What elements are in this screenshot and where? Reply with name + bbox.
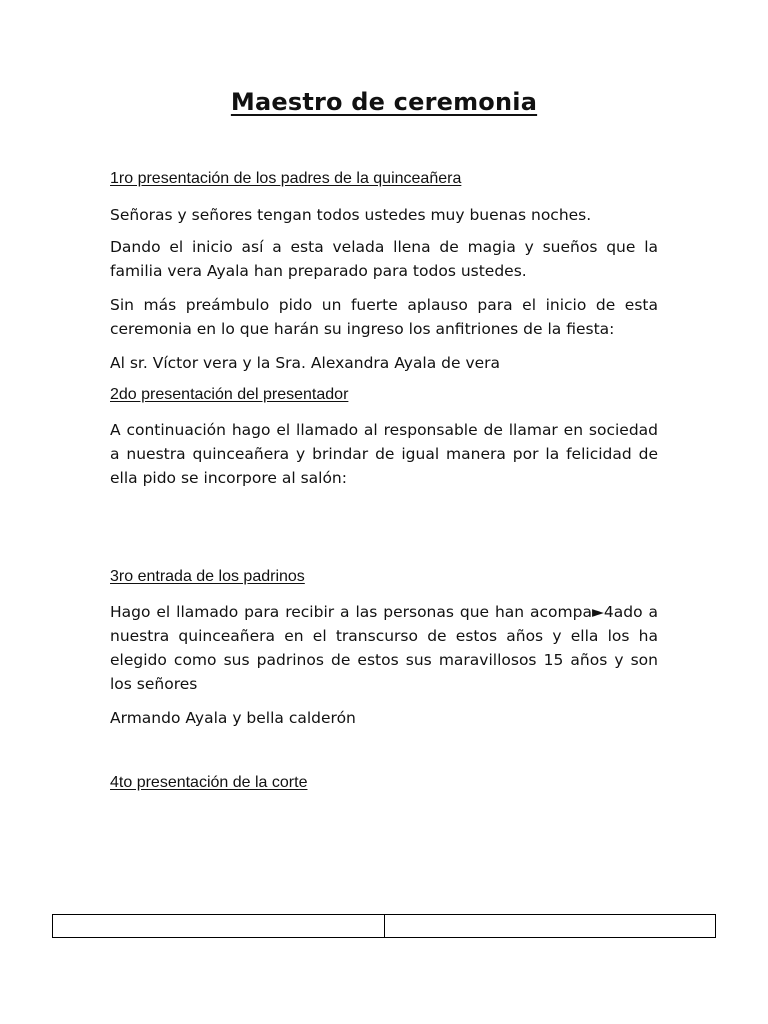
- paragraph-welcome: Dando el inicio así a esta velada llena de magia y sueños que la familia vera Ayala han preparado para todos ustedes.: [110, 238, 658, 280]
- paragraph-applause: Sin más preámbulo pido un fuerte aplauso para el inicio de esta ceremonia en lo que harán su ingreso los anfitriones de la fiesta:: [110, 296, 658, 338]
- footer-table: [52, 914, 716, 938]
- section-heading-3: 3ro entrada de los padrinos: [110, 568, 305, 585]
- section-heading-1: 1ro presentación de los padres de la quinceañera: [110, 170, 462, 187]
- footer-table-cell: [385, 915, 716, 937]
- paragraph-hosts-names: Al sr. Víctor vera y la Sra. Alexandra Ayala de vera: [110, 354, 501, 372]
- document-title: Maestro de ceremonia: [230, 88, 538, 116]
- section-heading-2: 2do presentación del presentador: [110, 386, 349, 403]
- footer-table-cell: [53, 915, 385, 937]
- paragraph-greeting: Señoras y señores tengan todos ustedes muy buenas noches.: [110, 206, 592, 224]
- section-heading-4: 4to presentación de la corte: [110, 774, 308, 791]
- paragraph-presenter: A continuación hago el llamado al responsable de llamar en sociedad a nuestra quinceañera y brindar de igual manera por la felicidad de ella pido se incorpore al salón:: [110, 421, 658, 487]
- paragraph-godparents: Hago el llamado para recibir a las personas que han acompa►4ado a nuestra quinceañera en el transcurso de estos años y ella los ha elegido como sus padrinos de estos sus maravillosos 15 años y son los señores: [110, 603, 658, 693]
- paragraph-godparents-names: Armando Ayala y bella calderón: [110, 709, 356, 727]
